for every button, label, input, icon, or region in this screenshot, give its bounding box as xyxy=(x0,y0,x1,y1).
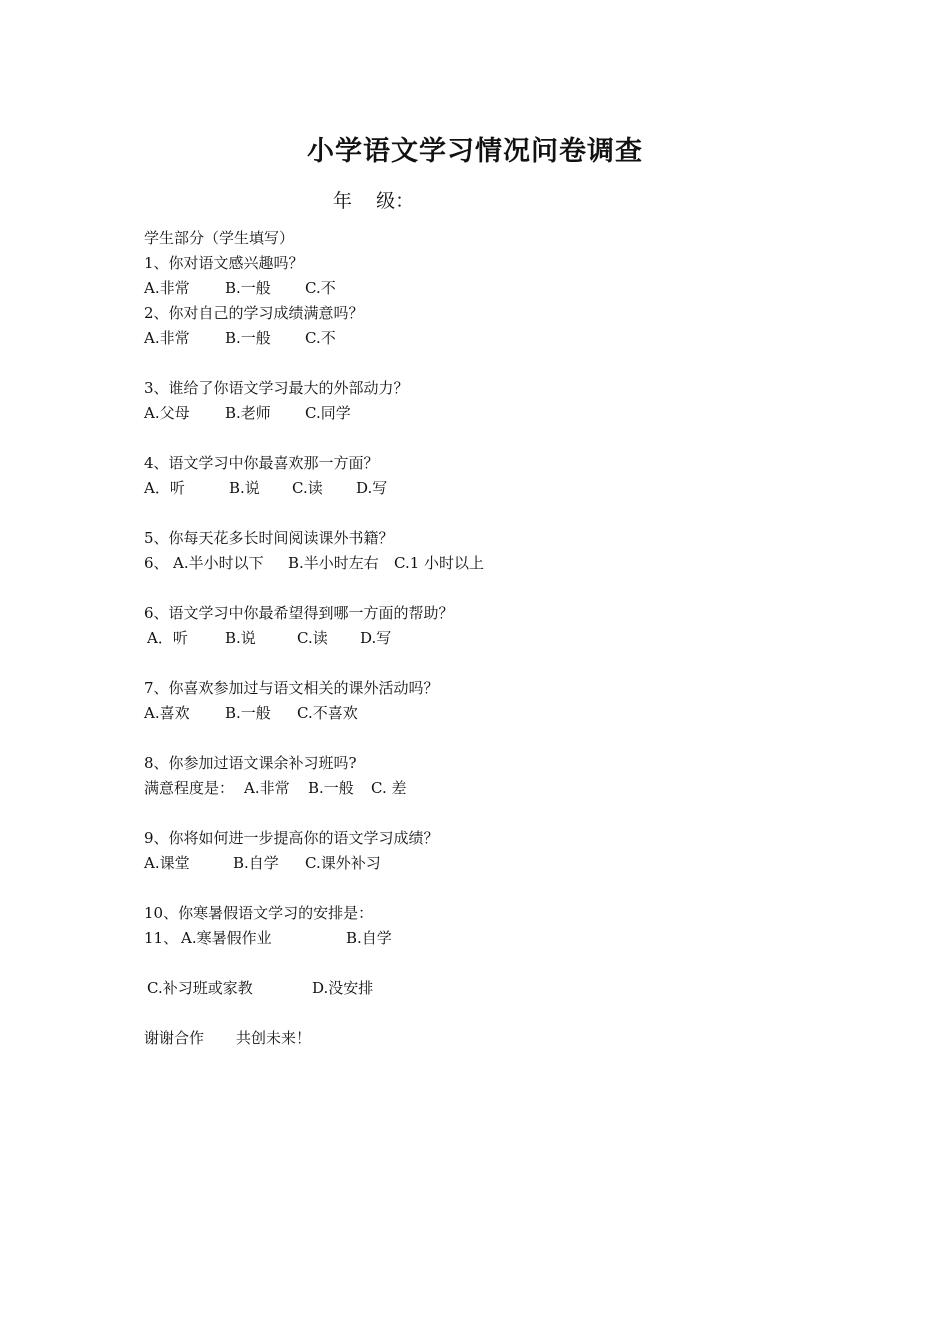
question-6-options xyxy=(144,626,844,651)
option-b: B.自学 xyxy=(346,929,392,947)
option-b: B.一般 xyxy=(225,279,271,297)
option-c: C. 差 xyxy=(371,779,407,797)
question-1-options xyxy=(144,276,844,301)
option-a: A.喜欢 xyxy=(144,704,190,722)
option-d: D.没安排 xyxy=(312,979,374,997)
question-10-options-row1 xyxy=(144,926,844,951)
question-9-options xyxy=(144,851,844,876)
option-b: B.说 xyxy=(225,629,256,647)
question-7: 7、你喜欢参加过与语文相关的课外活动吗？ xyxy=(144,679,439,697)
option-c: C.1 小时以上 xyxy=(394,554,485,572)
option-d: D.写 xyxy=(360,629,392,647)
option-a: A.非常 xyxy=(144,329,190,347)
question-2-options xyxy=(144,326,844,351)
closing-line xyxy=(144,1026,844,1051)
question-3: 3、谁给了你语文学习最大的外部动力？ xyxy=(144,379,409,397)
questionnaire-body xyxy=(144,226,844,1051)
option-b: B.老师 xyxy=(225,404,271,422)
question-1: 1、你对语文感兴趣吗？ xyxy=(144,254,304,272)
option-b: B.一般 xyxy=(225,704,271,722)
question-5: 5、你每天花多长时间阅读课外书籍？ xyxy=(144,529,394,547)
question-7-options xyxy=(144,701,844,726)
question-3-options xyxy=(144,401,844,426)
option-a: A.父母 xyxy=(144,404,190,422)
section-heading: 学生部分（学生填写） xyxy=(144,229,295,247)
option-a: A.非常 xyxy=(144,279,190,297)
question-9: 9、你将如何进一步提高你的语文学习成绩？ xyxy=(144,829,439,847)
option-b: B.说 xyxy=(229,479,260,497)
closing-future: 共创未来！ xyxy=(236,1029,312,1047)
option-b: B.自学 xyxy=(233,854,279,872)
question-8-options xyxy=(144,776,844,801)
option-c: C.补习班或家教 xyxy=(147,979,253,997)
option-c: C.同学 xyxy=(305,404,351,422)
option-a: A．听 xyxy=(147,629,188,647)
question-4-options xyxy=(144,476,844,501)
question-10: 10、你寒暑假语文学习的安排是： xyxy=(144,904,374,922)
option-c: C.不 xyxy=(305,329,336,347)
option-c: C.不喜欢 xyxy=(297,704,358,722)
option-c: C.课外补习 xyxy=(305,854,381,872)
option-a: A．听 xyxy=(144,479,185,497)
option-b: B.一般 xyxy=(308,779,354,797)
option-a: A.课堂 xyxy=(144,854,190,872)
question-6: 6、语文学习中你最希望得到哪一方面的帮助？ xyxy=(144,604,454,622)
question-2: 2、你对自己的学习成绩满意吗？ xyxy=(144,304,364,322)
option-b: B.一般 xyxy=(225,329,271,347)
question-4: 4、语文学习中你最喜欢那一方面？ xyxy=(144,454,379,472)
option-c: C.不 xyxy=(305,279,336,297)
question-5-options xyxy=(144,551,844,576)
question-10-options-row2 xyxy=(144,976,844,1001)
option-b: B.半小时左右 xyxy=(288,554,379,572)
option-d: D.写 xyxy=(356,479,388,497)
option-prefix: 6、 xyxy=(144,554,169,572)
option-c: C.读 xyxy=(292,479,323,497)
option-prefix: 11、 xyxy=(144,929,179,947)
grade-label: 年 级： xyxy=(333,190,415,212)
option-a: A.半小时以下 xyxy=(173,554,264,572)
question-8: 8、你参加过语文课余补习班吗? xyxy=(144,754,357,772)
page-title: 小学语文学习情况问卷调查 xyxy=(307,136,643,167)
option-a: A.寒暑假作业 xyxy=(181,929,272,947)
closing-thanks: 谢谢合作 xyxy=(144,1029,205,1047)
option-prefix: 满意程度是： xyxy=(144,779,235,797)
option-c: C.读 xyxy=(297,629,328,647)
option-a: A.非常 xyxy=(244,779,290,797)
